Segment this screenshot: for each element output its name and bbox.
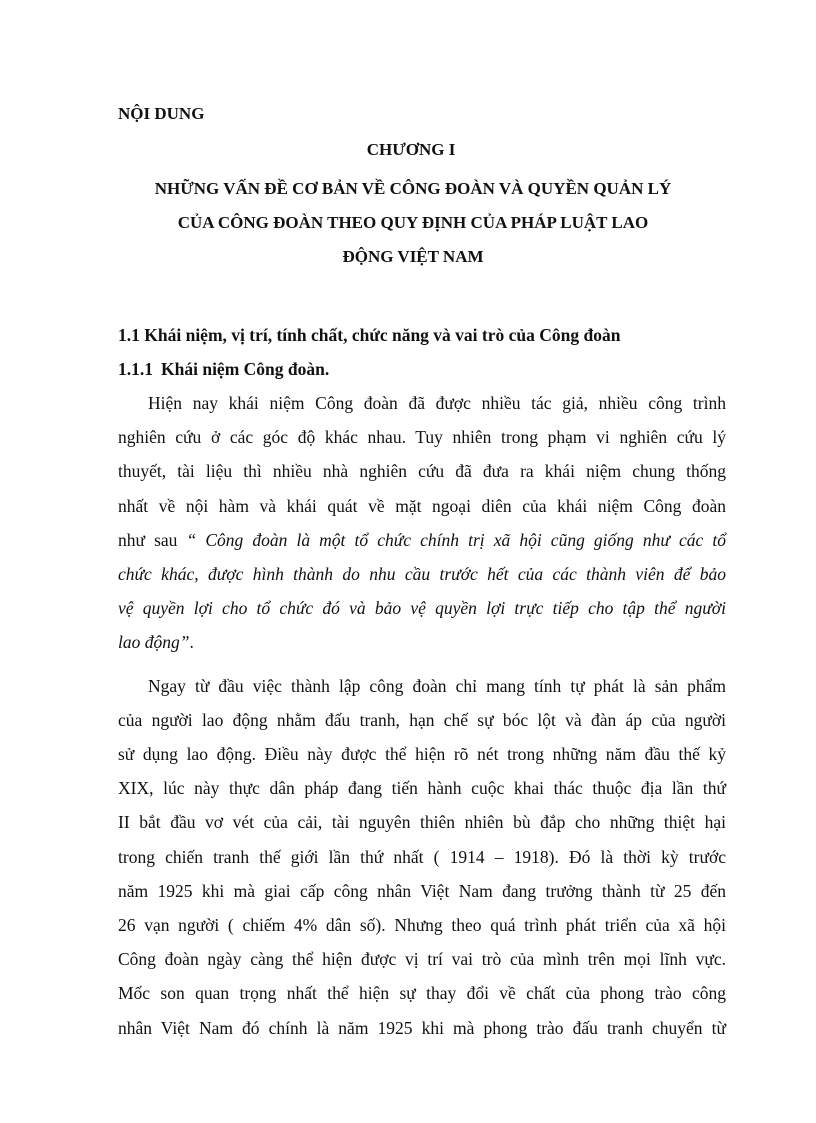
- text-line: Ngay từ đầu việc thành lập công đoàn chỉ mang tính tự phát là sản phẩm: [148, 675, 726, 696]
- chapter-title: [118, 172, 708, 274]
- section-title: Khái niệm Công đoàn.: [161, 359, 330, 379]
- text-line: của người lao động nhằm đấu tranh, hạn chế sự bóc lột và đàn áp của người: [118, 709, 726, 730]
- text-line: Hiện nay khái niệm Công đoàn đã được nhiều tác giả, nhiều công trình: [148, 393, 726, 413]
- text-line: XIX, lúc này thực dân pháp đang tiến hành cuộc khai thác thuộc địa lần thứ: [118, 778, 726, 799]
- quote-line: vệ quyền lợi cho tổ chức đó và bảo vệ quyền lợi trực tiếp cho tập thể người: [118, 598, 726, 619]
- text-line: nhân Việt Nam đó chính là năm 1925 khi mà phong trào đấu tranh chuyển từ: [118, 1017, 726, 1038]
- text-line: II bắt đầu vơ vét của cải, tài nguyên thiên nhiên bù đắp cho những thiệt hại: [118, 812, 726, 833]
- chapter-title-line: ĐỘNG VIỆT NAM: [342, 247, 484, 266]
- section-heading-1-1: 1.1 Khái niệm, vị trí, tính chất, chức năng và vai trò của Công đoàn: [118, 325, 621, 345]
- section-heading-1-1-1: [118, 352, 704, 386]
- chapter-title-line: CỦA CÔNG ĐOÀN THEO QUY ĐỊNH CỦA PHÁP LUẬT LAO: [177, 213, 649, 232]
- text-line: nhất về nội hàm và khái quát về mặt ngoại diên của khái niệm Công đoàn: [118, 495, 726, 516]
- text-line: nghiên cứu ở các góc độ khác nhau. Tuy nhiên trong phạm vi nghiên cứu lý: [118, 427, 726, 448]
- text-fragment: .: [189, 632, 194, 653]
- quote-fragment: lao động”: [118, 632, 190, 653]
- content-heading: NỘI DUNG: [118, 104, 205, 123]
- chapter-title-line: NHỮNG VẤN ĐỀ CƠ BẢN VỀ CÔNG ĐOÀN VÀ QUYỀN QUẢN LÝ: [154, 179, 672, 198]
- paragraph-history: [118, 669, 726, 1045]
- text-line: năm 1925 khi mà giai cấp công nhân Việt Nam đang trưởng thành từ 25 đến: [118, 880, 726, 901]
- text-line: [118, 523, 726, 557]
- text-line: sử dụng lao động. Điều này được thể hiện rõ nét trong những năm đầu thế kỷ: [118, 744, 726, 765]
- paragraph-definition: [118, 386, 726, 660]
- chapter-number: CHƯƠNG I: [366, 140, 456, 159]
- text-line: thuyết, tài liệu thì nhiều nhà nghiên cứu đã đưa ra khái niệm chung thống: [118, 461, 726, 482]
- section-number: 1.1.1: [118, 359, 153, 379]
- quote-line: chức khác, được hình thành do nhu cầu trước hết của các thành viên để bảo: [118, 564, 726, 585]
- quote-fragment: “ Công đoàn là một tổ chức chính trị xã hội cũng giống như các tổ: [186, 529, 727, 550]
- text-line: trong chiến tranh thế giới lần thứ nhất ( 1914 – 1918). Đó là thời kỳ trước: [118, 846, 726, 867]
- text-line: Mốc son quan trọng nhất thể hiện sự thay đổi về chất của phong trào công: [118, 983, 726, 1004]
- text-line: [118, 625, 726, 659]
- text-line: 26 vạn người ( chiếm 4% dân số). Nhưng theo quá trình phát triển của xã hội: [118, 915, 726, 936]
- text-line: Công đoàn ngày càng thể hiện được vị trí vai trò của mình trên mọi lĩnh vực.: [118, 949, 726, 970]
- text-fragment: như sau: [118, 529, 187, 550]
